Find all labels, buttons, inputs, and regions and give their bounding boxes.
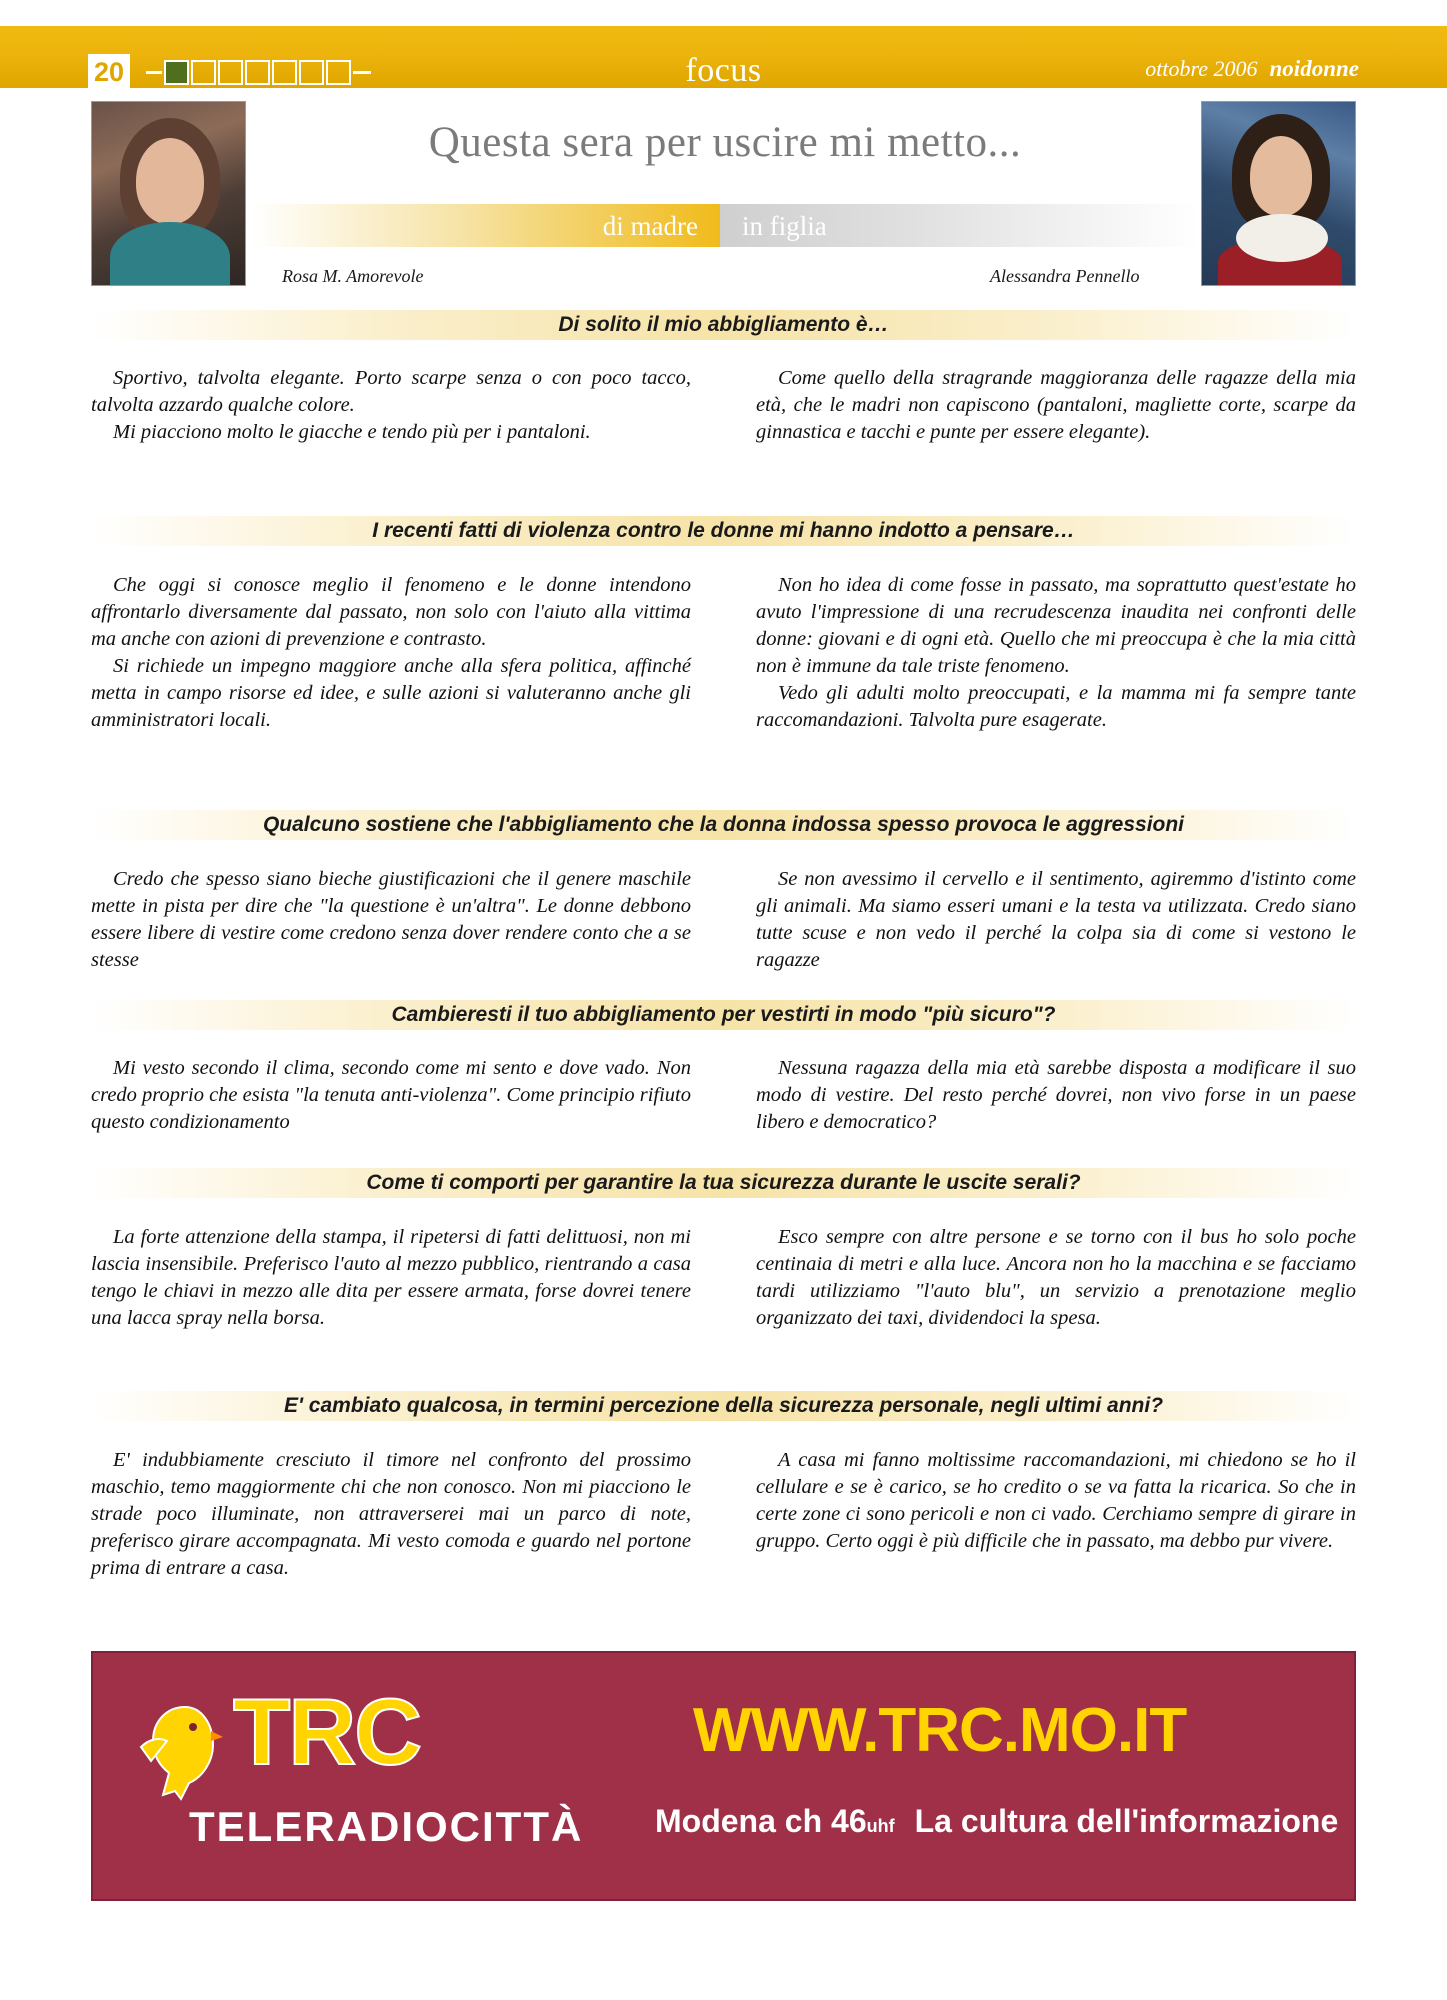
ad-subtitle: TELERADIOCITTÀ — [189, 1803, 584, 1850]
paragraph: A casa mi fanno moltissime raccomandazioni, mi chiedono se ho il cellulare e se è carico, se ho credito o se va fatta la ricarica. So che in certe zone ci sono pericoli e non ci vado. Cerchiamo sempre di girare in gruppo. Certo oggi è più difficile che in passato, ma debbo pur vivere. — [756, 1449, 1356, 1552]
section-4-column-right — [756, 1055, 1356, 1136]
section-4-column-left — [91, 1055, 691, 1136]
section-5-column-left — [91, 1224, 691, 1332]
ad-logo-text: TRC — [233, 1679, 421, 1784]
section-6-column-right — [756, 1447, 1356, 1555]
page-number: 20 — [88, 54, 130, 90]
section-2-column-right — [756, 572, 1356, 734]
canary-bird-icon — [123, 1695, 223, 1805]
article-title: Questa sera per uscire mi metto... — [428, 119, 1022, 166]
author-photo-right — [1201, 101, 1356, 286]
paragraph: Si richiede un impegno maggiore anche alla sfera politica, affinché metta in campo risorse ed idee, e sulle azioni si valuteranno anche gli amministratori locali. — [91, 655, 691, 731]
section-3-column-right — [756, 866, 1356, 974]
banner-left-label: di madre — [602, 211, 698, 241]
paragraph: Esco sempre con altre persone e se torno con il bus ho solo poche centinaia di metri e alla luce. Ancora non ho la macchina e se facciamo tardi utilizziamo "l'auto blu", un servizio a prenotazione meglio organizzato dei taxi, dividendoci la spesa. — [756, 1226, 1356, 1329]
paragraph: Vedo gli adulti molto preoccupati, e la mamma mi fa sempre tante raccomandazioni. Talvolta pure esagerate. — [756, 682, 1356, 731]
photo-right-face — [1250, 136, 1312, 216]
photo-right-scarf — [1236, 214, 1328, 262]
banner-left — [250, 204, 720, 247]
section-heading-3: Qualcuno sostiene che l'abbigliamento che la donna indossa spesso provoca le aggressioni — [91, 810, 1356, 840]
advertisement-banner[interactable] — [91, 1651, 1356, 1901]
paragraph: Mi piacciono molto le giacche e tendo più per i pantaloni. — [113, 421, 591, 443]
section-heading-4: Cambieresti il tuo abbigliamento per vestirti in modo "più sicuro"? — [91, 1000, 1356, 1030]
ad-channel: Modena ch 46 — [655, 1803, 867, 1839]
paragraph: Se non avessimo il cervello e il sentimento, agiremmo d'istinto come gli animali. Ma siamo esseri umani e la testa va utilizzata. Credo siano tutte scuse e non vedo il perché la colpa sia di come si vestono le ragazze — [756, 868, 1356, 971]
paragraph: Come quello della stragrande maggioranza delle ragazze della mia età, che le madri non capiscono (pantaloni, magliette corte, scarpe da ginnastica e tacchi e punte per essere elegante). — [756, 367, 1356, 443]
photo-left-face — [136, 138, 204, 224]
page-header — [0, 26, 1447, 88]
banner-right — [720, 204, 1200, 247]
section-heading-6: E' cambiato qualcosa, in termini percezione della sicurezza personale, negli ultimi anni? — [91, 1391, 1356, 1421]
section-5-column-right — [756, 1224, 1356, 1332]
section-1-column-left — [91, 365, 691, 446]
paragraph: Non ho idea di come fosse in passato, ma soprattutto quest'estate ho avuto l'impressione di una recrudescenza inaudita nei confronti delle donne: giovani e di ogni età. Quello che mi preoccupa è che la mia città non è immune da tale triste fenomeno. — [756, 574, 1356, 677]
section-title: focus — [685, 52, 762, 89]
paragraph: Mi vesto secondo il clima, secondo come mi sento e dove vado. Non credo proprio che esista "la tenuta anti-violenza". Come principio rifiuto questo condizionamento — [91, 1057, 691, 1133]
section-1-column-right — [756, 365, 1356, 446]
ad-channel-unit: uhf — [866, 1816, 895, 1836]
section-2-column-left — [91, 572, 691, 734]
section-heading-2: I recenti fatti di violenza contro le donne mi hanno indotto a pensare… — [91, 516, 1356, 546]
paragraph: E' indubbiamente cresciuto il timore nel confronto del prossimo maschio, temo maggiormente chi che non conosco. Non mi piacciono le strade poco illuminate, non attraverserei mai un parco di note, preferisco girare accompagnata. Mi vesto comoda e guardo nel portone prima di entrare a casa. — [91, 1449, 691, 1579]
paragraph: Nessuna ragazza della mia età sarebbe disposta a modificare il suo modo di vestire. Del resto perché dovrei, non vivo forse in un paese libero e democratico? — [756, 1057, 1356, 1133]
issue-date: ottobre 2006 — [1145, 56, 1258, 81]
section-3-column-left — [91, 866, 691, 974]
photo-left-body — [110, 222, 230, 286]
section-heading-5: Come ti comporti per garantire la tua sicurezza durante le uscite serali? — [91, 1168, 1356, 1198]
magazine-name: noidonne — [1269, 56, 1359, 81]
paragraph: Credo che spesso siano bieche giustificazioni che il genere maschile mette in pista per dire che "la questione è un'altra". Le donne debbono essere libere di vestire come credono senza dover rendere conto che a se stesse — [91, 868, 691, 971]
section-6-column-left — [91, 1447, 691, 1582]
ad-footer — [655, 1803, 1338, 1840]
header-meta — [1145, 56, 1359, 82]
paragraph: Che oggi si conosce meglio il fenomeno e le donne intendono affrontarlo diversamente dal passato, non solo con l'aiuto alla vittima ma anche con azioni di prevenzione e contrasto. — [91, 574, 691, 650]
byline-right: Alessandra Pennello — [990, 266, 1140, 286]
author-photo-left — [91, 101, 246, 286]
paragraph: Sportivo, talvolta elegante. Porto scarpe senza o con poco tacco, talvolta azzardo qualche colore. — [91, 367, 691, 416]
paragraph: La forte attenzione della stampa, il ripetersi di fatti delittuosi, non mi lascia insensibile. Preferisco l'auto al mezzo pubblico, rientrando a casa tengo le chiavi in mezzo alle dita per essere armata, forse dovrei tenere una lacca spray nella borsa. — [91, 1226, 691, 1329]
banner-right-label: in figlia — [742, 211, 827, 241]
byline-left: Rosa M. Amorevole — [282, 266, 424, 286]
article-subtitle-banner — [250, 204, 1200, 247]
section-heading-1: Di solito il mio abbigliamento è… — [91, 310, 1356, 340]
ad-url[interactable]: WWW.TRC.MO.IT — [693, 1696, 1187, 1765]
ad-tagline: La cultura dell'informazione — [914, 1803, 1339, 1839]
